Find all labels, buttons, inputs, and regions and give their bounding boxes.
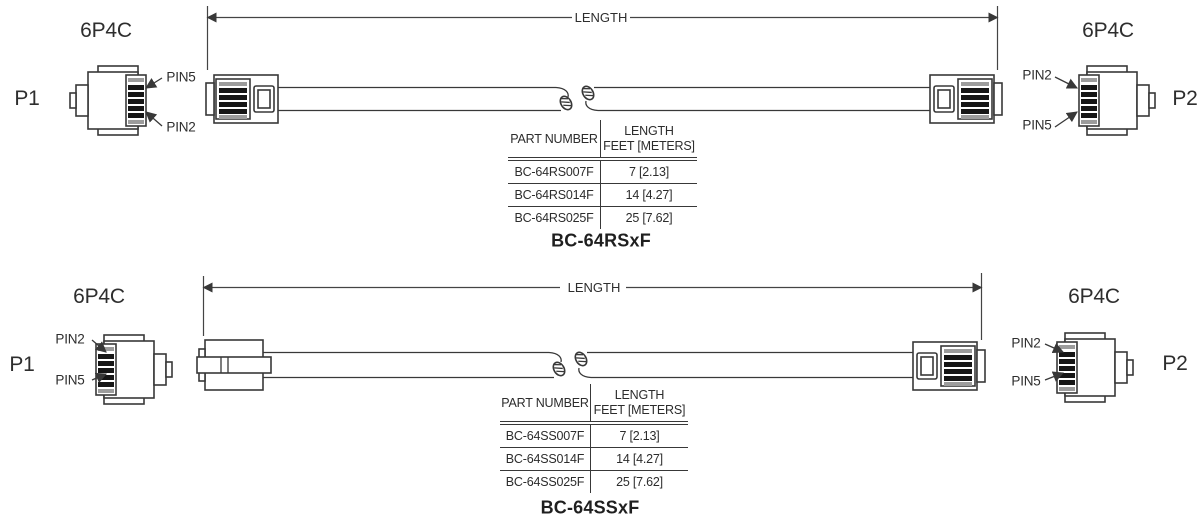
part-number-cell: BC-64SS014F <box>505 452 585 466</box>
parts-table-bc64ssxf <box>500 384 688 493</box>
length-header-line1: LENGTH <box>614 388 665 403</box>
port-label-p1: P1 <box>9 353 35 376</box>
pin-label: PIN2 <box>166 119 196 135</box>
table-row <box>508 161 697 184</box>
connector-type-label: 6P4C <box>80 19 132 42</box>
table-row <box>500 448 688 471</box>
plug-p1-pin-detail <box>96 335 172 404</box>
cable-break-icon <box>580 84 596 102</box>
port-label-p2: P2 <box>1172 87 1198 110</box>
connector-type-label: 6P4C <box>73 285 125 308</box>
column-header-length <box>590 384 688 421</box>
length-dimension-label: LENGTH <box>567 280 621 295</box>
column-header-length <box>600 120 697 157</box>
assembly-title-bc64rsxf: BC-64RSxF <box>551 230 651 251</box>
cable-plug-p2-front-view <box>913 342 985 390</box>
pin-label: PIN5 <box>1011 373 1041 389</box>
length-cell: 25 [7.62] <box>600 207 697 229</box>
pin-label: PIN2 <box>1011 335 1041 351</box>
cable-plug-p2-front-view <box>930 75 1002 123</box>
cable-body <box>278 84 930 112</box>
length-header-line2: FEET [METERS] <box>603 138 695 153</box>
plug-p2-pin-detail <box>1079 66 1155 135</box>
length-cell: 7 [2.13] <box>590 425 688 447</box>
table-row <box>500 425 688 448</box>
column-header-part-number: PART NUMBER <box>501 395 589 410</box>
connector-type-label: 6P4C <box>1082 19 1134 42</box>
cable-body <box>263 350 913 378</box>
pin-label: PIN5 <box>1022 117 1052 133</box>
length-dimension-label: LENGTH <box>574 10 628 25</box>
port-label-p1: P1 <box>14 87 40 110</box>
pin-label: PIN5 <box>166 69 196 85</box>
cable-plug-p1-front-view <box>206 75 278 123</box>
plug-p1-pin-detail <box>70 66 146 135</box>
pin-label: PIN5 <box>55 372 85 388</box>
part-number-cell: BC-64RS014F <box>514 188 594 202</box>
column-header-part-number: PART NUMBER <box>510 131 598 146</box>
length-header-line1: LENGTH <box>624 124 674 139</box>
connector-type-label: 6P4C <box>1068 285 1120 308</box>
parts-table-bc64rsxf <box>508 120 697 229</box>
table-row <box>500 471 688 493</box>
plug-p2-pin-detail <box>1057 333 1133 402</box>
part-number-cell: BC-64SS007F <box>505 429 585 443</box>
pin-label: PIN2 <box>55 331 85 347</box>
table-header-row <box>508 120 697 161</box>
length-header-line2: FEET [METERS] <box>593 402 686 417</box>
port-label-p2: P2 <box>1162 352 1188 375</box>
table-header-row <box>500 384 688 425</box>
cable-break-icon <box>573 350 589 368</box>
cable-break-icon <box>551 360 567 378</box>
cable-plug-p1-side-view <box>197 340 271 390</box>
length-dimension <box>208 6 998 70</box>
assembly-title-bc64ssxf: BC-64SSxF <box>540 497 640 518</box>
pin-label: PIN2 <box>1022 67 1052 83</box>
length-cell: 14 [4.27] <box>600 184 697 206</box>
table-row <box>508 207 697 229</box>
part-number-cell: BC-64RS025F <box>514 211 594 225</box>
cable-break-icon <box>558 94 574 112</box>
length-dimension <box>204 273 982 340</box>
length-cell: 7 [2.13] <box>600 161 697 183</box>
length-cell: 14 [4.27] <box>590 448 688 470</box>
length-cell: 25 [7.62] <box>590 471 688 493</box>
table-row <box>508 184 697 207</box>
part-number-cell: BC-64SS025F <box>505 475 585 489</box>
part-number-cell: BC-64RS007F <box>514 165 594 179</box>
